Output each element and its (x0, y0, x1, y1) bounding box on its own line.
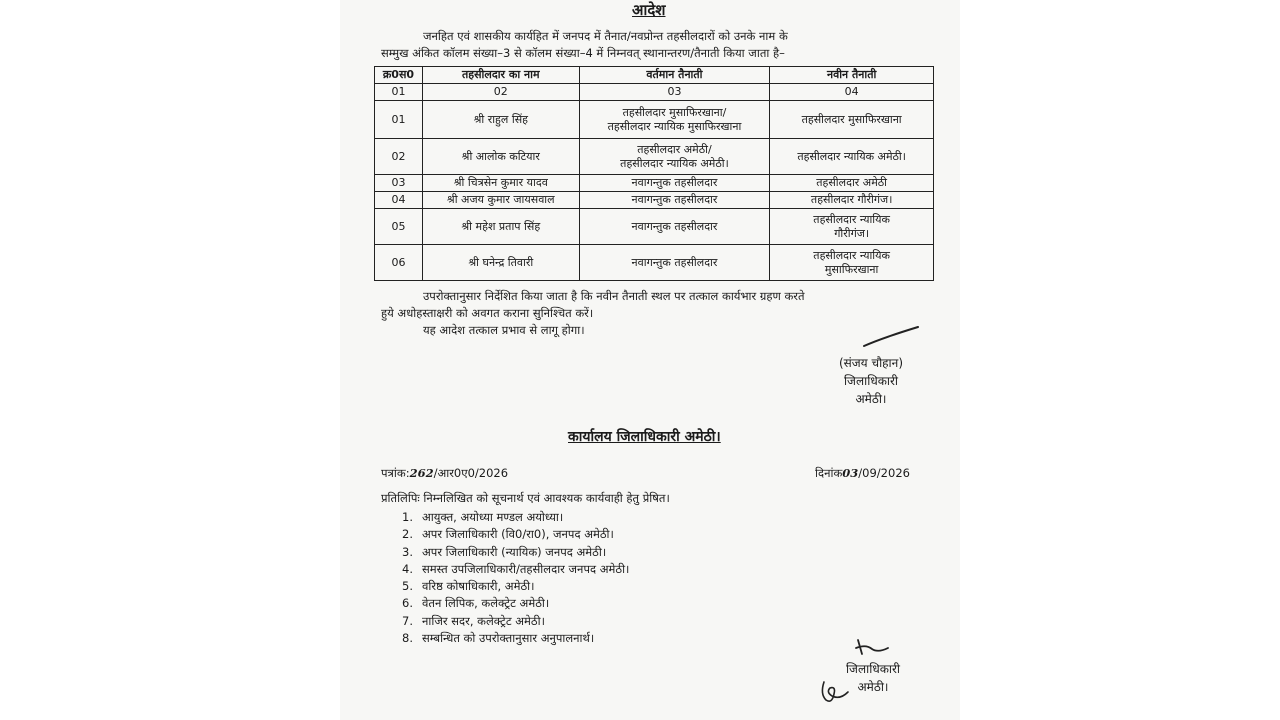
cell-serial: 05 (375, 209, 423, 245)
table-row (375, 175, 934, 192)
handwritten-signature-icon (818, 676, 854, 706)
list-number: 1. (402, 510, 413, 524)
office-signatory-place: अमेठी। (857, 680, 889, 694)
cell-current-posting (579, 139, 770, 175)
new-line-1: तहसीलदार न्यायिक (813, 248, 890, 262)
cell-new-posting (770, 101, 934, 139)
cell-current-posting: नवागन्तुक तहसीलदार (579, 175, 770, 192)
list-text: अपर जिलाधिकारी (वि0/रा0), जनपद अमेठी। (422, 527, 614, 542)
date-prefix: दिनांक (815, 466, 843, 480)
list-item (402, 578, 629, 595)
cell-name: श्री अजय कुमार जायसवाल (422, 192, 579, 209)
column-number: 02 (422, 84, 579, 101)
cell-serial: 02 (375, 139, 423, 175)
signatory-designation: जिलाधिकारी (843, 374, 899, 388)
list-item (402, 630, 629, 647)
list-item (402, 509, 629, 526)
column-number: 01 (375, 84, 423, 101)
list-text: अपर जिलाधिकारी (न्यायिक) जनपद अमेठी। (422, 544, 607, 559)
list-item (402, 544, 629, 561)
list-text: वरिष्ठ कोषाधिकारी, अमेठी। (422, 579, 535, 594)
list-text: सम्बन्धित को उपरोक्तानुसार अनुपालनार्थ। (422, 631, 595, 646)
current-line-2: तहसीलदार न्यायिक मुसाफिरखाना (607, 119, 742, 133)
header-new-posting: नवीन तैनाती (770, 67, 934, 84)
column-number: 03 (579, 84, 770, 101)
list-item (402, 595, 629, 612)
signatory-name: (संजय चौहान) (838, 356, 904, 370)
table-row (375, 101, 934, 139)
list-number: 4. (402, 561, 413, 576)
letter-suffix: /आर0ए0/2026 (433, 466, 509, 480)
office-signatory-designation: जिलाधिकारी (845, 662, 901, 676)
initials-signature-icon (852, 636, 892, 658)
list-text: नाजिर सदर, कलेक्ट्रेट अमेठी। (422, 613, 545, 628)
list-number: 8. (402, 631, 413, 646)
list-number: 7. (402, 613, 413, 628)
copy-list (402, 509, 629, 647)
header-current-posting: वर्तमान तैनाती (579, 67, 770, 84)
cell-new-posting (770, 209, 934, 245)
current-line-1: तहसीलदार मुसाफिरखाना/ (622, 105, 727, 119)
new-line-1: तहसीलदार मुसाफिरखाना (801, 112, 902, 126)
cell-serial: 06 (375, 245, 423, 281)
cell-name: श्री आलोक कटियार (422, 139, 579, 175)
cell-new-posting: तहसीलदार अमेठी (770, 175, 934, 192)
signatory-place: अमेठी। (855, 392, 887, 406)
table-row (375, 192, 934, 209)
copy-intro: प्रतिलिपिः निम्नलिखित को सूचनार्थ एवं आवश्यक कार्यवाही हेतु प्रेषित। (381, 491, 670, 505)
new-line-2: मुसाफिरखाना (824, 262, 879, 276)
table-row (375, 139, 934, 175)
cell-new-posting (770, 139, 934, 175)
cell-new-posting (770, 245, 934, 281)
transfer-table (374, 66, 934, 281)
list-number: 5. (402, 579, 413, 594)
table-row (375, 245, 934, 281)
cell-name: श्री राहुल सिंह (422, 101, 579, 139)
column-number: 04 (770, 84, 934, 101)
cell-current-posting (579, 101, 770, 139)
cell-serial: 01 (375, 101, 423, 139)
signature-stroke-icon (862, 324, 922, 350)
letter-number (381, 465, 508, 481)
date-rest: /09/2026 (858, 466, 910, 480)
letter-prefix: पत्रांक: (381, 466, 410, 480)
list-item (402, 526, 629, 543)
table-column-number-row (375, 84, 934, 101)
list-text: वेतन लिपिक, कलेक्ट्रेट अमेठी। (422, 596, 550, 611)
letter-date (815, 465, 910, 481)
new-line-1: तहसीलदार न्यायिक अमेठी। (797, 149, 906, 163)
list-number: 2. (402, 527, 413, 542)
cell-new-posting: तहसीलदार गौरीगंज। (770, 192, 934, 209)
office-heading: कार्यालय जिलाधिकारी अमेठी। (568, 429, 721, 445)
list-text: समस्त उपजिलाधिकारी/तहसीलदार जनपद अमेठी। (422, 561, 630, 576)
letter-number-handwritten: 262 (409, 466, 434, 480)
list-number: 3. (402, 544, 413, 559)
instruction-line-1: उपरोक्तानुसार निर्देशित किया जाता है कि नवीन तैनाती स्थल पर तत्काल कार्यभार ग्रहण करते (423, 289, 805, 303)
list-number: 6. (402, 596, 413, 611)
header-name: तहसीलदार का नाम (422, 67, 579, 84)
date-day-handwritten: 03 (842, 466, 859, 480)
cell-current-posting: नवागन्तुक तहसीलदार (579, 245, 770, 281)
cell-current-posting: नवागन्तुक तहसीलदार (579, 209, 770, 245)
new-line-1: तहसीलदार न्यायिक (813, 212, 890, 226)
intro-line-2: सम्मुख अंकित कॉलम संख्या–3 से कॉलम संख्या–4 में निम्नवत् स्थानान्तरण/तैनाती किया जाता है– (381, 46, 785, 60)
instruction-line-2: हुये अधोहस्ताक्षरी को अवगत कराना सुनिश्चित करें। (381, 306, 594, 320)
cell-serial: 04 (375, 192, 423, 209)
cell-name: श्री घनेन्द्र तिवारी (422, 245, 579, 281)
list-item (402, 613, 629, 630)
current-line-2: तहसीलदार न्यायिक अमेठी। (620, 156, 729, 170)
cell-name: श्री महेश प्रताप सिंह (422, 209, 579, 245)
signatory-block (812, 354, 930, 408)
list-item (402, 561, 629, 578)
list-text: आयुक्त, अयोध्या मण्डल अयोध्या। (422, 510, 564, 524)
intro-line-1: जनहित एवं शासकीय कार्यहित में जनपद में तैनात/नवप्रोन्त तहसीलदारों को उनके नाम के (423, 29, 788, 43)
order-title: आदेश (632, 1, 666, 19)
effect-line: यह आदेश तत्काल प्रभाव से लागू होगा। (423, 323, 585, 337)
header-serial: क्र0स0 (375, 67, 423, 84)
cell-serial: 03 (375, 175, 423, 192)
cell-name: श्री चित्रसेन कुमार यादव (422, 175, 579, 192)
new-line-2: गौरीगंज। (834, 226, 870, 240)
table-row (375, 209, 934, 245)
cell-current-posting: नवागन्तुक तहसीलदार (579, 192, 770, 209)
current-line-1: तहसीलदार अमेठी/ (637, 142, 712, 156)
table-header-row (375, 67, 934, 84)
